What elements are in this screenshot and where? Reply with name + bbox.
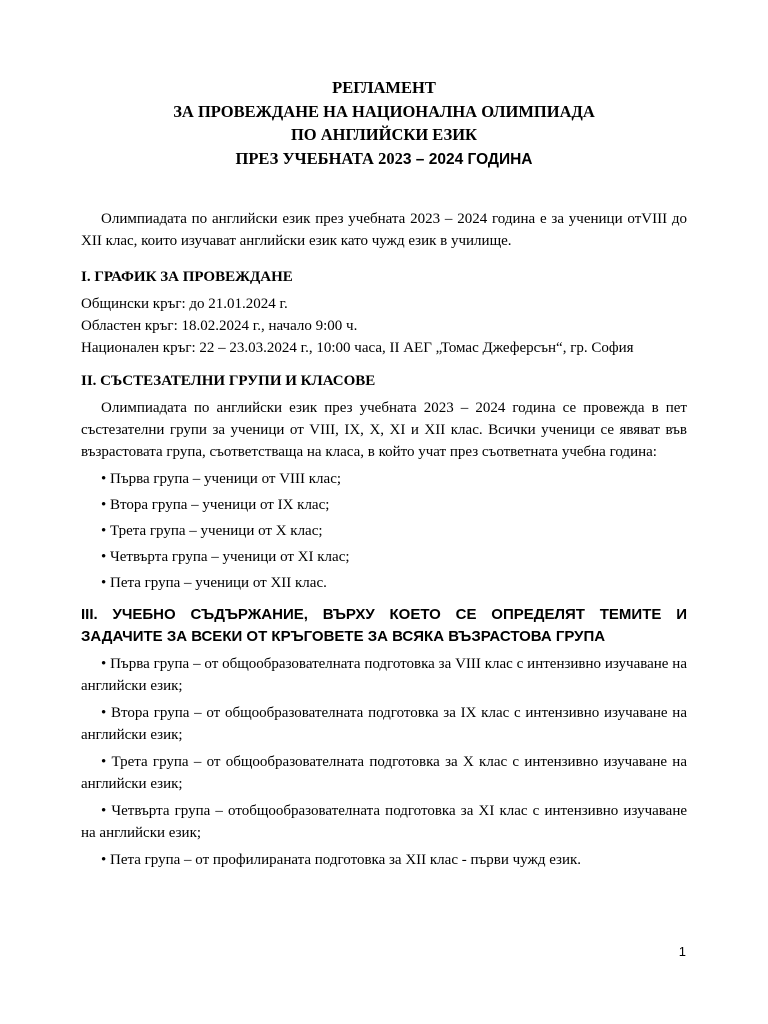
content-bullet-4: • Четвърта група – отобщообразователната подготовка за XI клас с интензивно изучаване на английски език;	[81, 803, 687, 841]
group-bullet-1: • Първа група – ученици от VIII клас;	[101, 471, 342, 487]
group-bullet-3: • Трета група – ученици от X клас;	[101, 523, 323, 539]
schedule-line-municipal: Общински кръг: до 21.01.2024 г.	[81, 296, 288, 312]
page-number: 1	[678, 944, 686, 959]
title-line-2: ЗА ПРОВЕЖДАНЕ НА НАЦИОНАЛНА ОЛИМПИАДА	[173, 101, 595, 121]
content-bullet-5: • Пета група – от профилираната подготовка за XII клас - първи чужд език.	[101, 852, 582, 868]
section-2-paragraph: Олимпиадата по английски език през учебната 2023 – 2024 година се провежда в пет състезателни групи за ученици от VIII, IX, X, XI и XII клас. Всички ученици се явяват във възрастовата група, съответстваща на класа, в който учат през съответната учебна година:	[81, 400, 687, 460]
section-2-heading: II. СЪСТЕЗАТЕЛНИ ГРУПИ И КЛАСОВЕ	[81, 373, 376, 389]
title-line-4-suffix: 3 – 2024 ГОДИНА	[402, 150, 533, 168]
schedule-line-regional: Областен кръг: 18.02.2024 г., начало 9:00 ч.	[81, 318, 358, 334]
group-bullet-5: • Пета група – ученици от XII клас.	[101, 575, 327, 591]
document-body	[81, 208, 687, 871]
group-bullet-2: • Втора група – ученици от IX клас;	[101, 497, 330, 513]
schedule-line-national: Национален кръг: 22 – 23.03.2024 г., 10:00 часа, II АЕГ „Томас Джеферсън“, гр. София	[81, 340, 634, 356]
intro-paragraph: Олимпиадата по английски език през учебната 2023 – 2024 година е за ученици отVIII до XII клас, които изучават английски език като чужд език в училище.	[81, 211, 687, 249]
section-3-heading: III. УЧЕБНО СЪДЪРЖАНИЕ, ВЪРХУ КОЕТО СЕ ОПРЕДЕЛЯТ ТЕМИТЕ И ЗАДАЧИТЕ ЗА ВСЕКИ ОТ КРЪГОВЕТЕ ЗА ВСЯКА ВЪЗРАСТОВА ГРУПА	[81, 606, 687, 645]
group-bullet-4: • Четвърта група – ученици от XI клас;	[101, 549, 350, 565]
content-bullet-3: • Трета група – от общообразователната подготовка за X клас с интензивно изучаване на английски език;	[81, 754, 687, 792]
section-1-heading: I. ГРАФИК ЗА ПРОВЕЖДАНЕ	[81, 269, 293, 285]
title-line-1: РЕГЛАМЕНТ	[332, 78, 436, 97]
document-title	[0, 76, 768, 171]
title-line-3: ПО АНГЛИЙСКИ ЕЗИК	[290, 125, 478, 144]
content-bullet-1: • Първа група – от общообразователната подготовка за VIII клас с интензивно изучаване на английски език;	[81, 656, 687, 694]
title-line-4-prefix: ПРЕЗ УЧЕБНАТА 202	[235, 148, 403, 168]
title-line-4	[0, 147, 768, 172]
content-bullet-2: • Втора група – от общообразователната подготовка за IX клас с интензивно изучаване на английски език;	[81, 705, 687, 743]
